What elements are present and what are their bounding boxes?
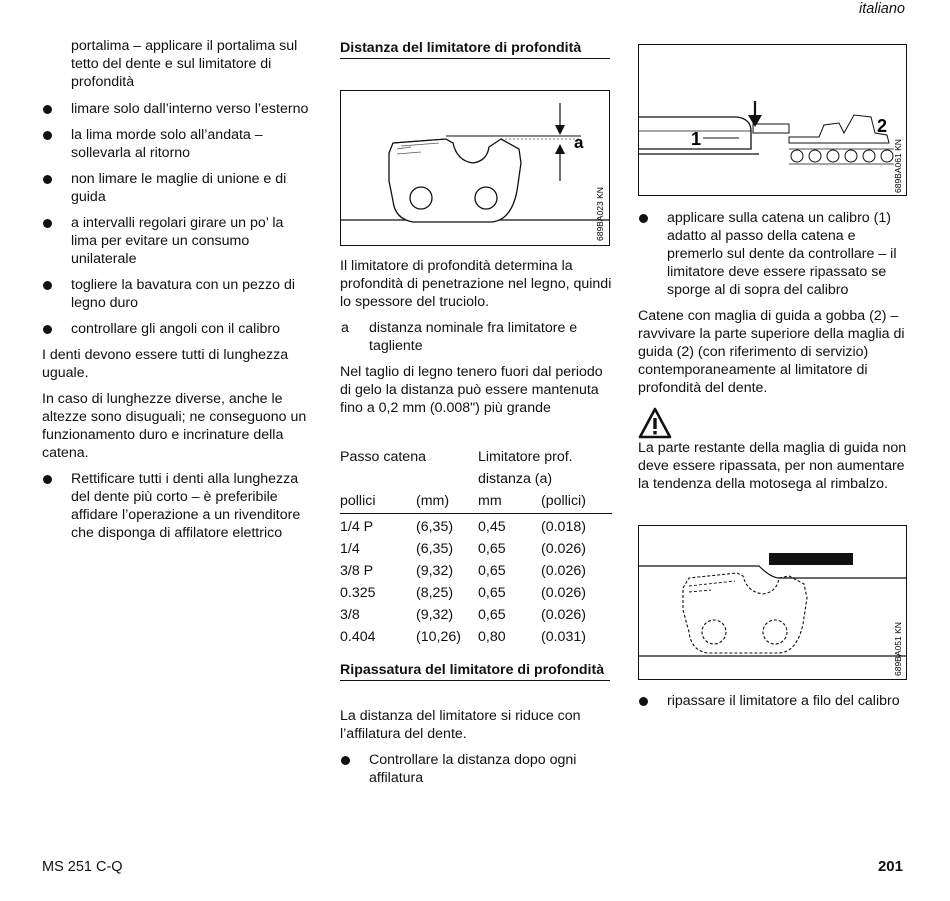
page-number: 201 [877, 858, 903, 875]
list-item: togliere la bavatura con un pezzo di legno duro [42, 276, 312, 312]
figure-code: 689BA051 KN [893, 622, 903, 676]
section-heading: Ripassatura del limitatore di profondità [340, 661, 610, 681]
table-subheader: pollici [340, 492, 416, 514]
list-item: controllare gli angoli con il calibro [42, 320, 312, 338]
table-cell: 0.325 [340, 585, 376, 601]
footer-model: MS 251 C-Q [42, 859, 123, 875]
bullet-icon [43, 131, 52, 140]
section-heading: Distanza del limitatore di profondità [340, 39, 610, 59]
list-item: ripassare il limitatore a filo del calibro [638, 692, 908, 710]
figure-gauge-on-chain [638, 44, 907, 196]
table-subheader: (mm) [416, 492, 478, 514]
table-cell: 0,80 [478, 629, 506, 645]
bullet-icon [43, 175, 52, 184]
table-cell: 3/8 P [340, 563, 374, 579]
table-cell: (9,32) [416, 607, 454, 623]
paragraph: I denti devono essere tutti di lunghezza uguale. [42, 347, 289, 381]
table-row [340, 628, 612, 650]
bullet-icon [43, 281, 52, 290]
paragraph: Il limitatore di profondità determina la profondità di penetrazione nel legno, quindi lo spessore del truciolo. [340, 258, 612, 310]
table-cell: (0.026) [541, 585, 586, 601]
bullet-icon [43, 219, 52, 228]
bullet-icon [43, 105, 52, 114]
callout-label-2: 2 [877, 116, 888, 136]
table-header: distanza (a) [478, 471, 553, 487]
table-cell: 0,65 [478, 585, 506, 601]
filing-gauge-diagram [639, 526, 906, 679]
table-cell: (6,35) [416, 519, 454, 535]
paragraph: Nel taglio di legno tenero fuori dal periodo di gelo la distanza può essere mantenuta fino a 0,2 mm (0.008") più grande [340, 364, 603, 416]
table-cell: (6,35) [416, 541, 454, 557]
legend-item [340, 319, 612, 355]
header-language: italiano [859, 1, 905, 17]
warning-triangle-icon [638, 407, 672, 439]
table-row [340, 606, 612, 628]
list-item: applicare sulla catena un calibro (1) adatto al passo della catena e premerlo sul dente da controllare – il limitatore deve essere ripassato se sporge al di sopra del calibro [638, 209, 908, 299]
list-item: Controllare la distanza dopo ogni affilatura [340, 751, 612, 787]
figure-code: 689BA061 KN [893, 139, 903, 193]
table-cell: (0.031) [541, 629, 586, 645]
table-cell: 0,65 [478, 541, 506, 557]
table-header: Passo catena [340, 449, 426, 465]
table-cell: (0.026) [541, 563, 586, 579]
table-cell: (10,26) [416, 629, 461, 645]
bullet-icon [43, 325, 52, 334]
bullet-icon [341, 756, 350, 765]
table-cell: (8,25) [416, 585, 454, 601]
table-cell: (0.026) [541, 607, 586, 623]
bullet-icon [639, 214, 648, 223]
bullet-icon [43, 475, 52, 484]
paragraph: In caso di lunghezze diverse, anche le altezze sono disuguali; ne conseguono un funzionamento duro e incrinature della catena. [42, 391, 307, 461]
legend-letter: a [341, 320, 349, 336]
table-cell: 0,45 [478, 519, 506, 535]
legend-text: distanza nominale fra limitatore e tagliente [369, 320, 578, 354]
figure-depth-gauge [340, 90, 610, 246]
table-row [340, 514, 612, 541]
table-cell: (9,32) [416, 563, 454, 579]
table-subheader: (pollici) [541, 492, 612, 514]
callout-label-1: 1 [691, 129, 702, 149]
warning-block [638, 405, 908, 439]
bullet-icon [639, 697, 648, 706]
table-header: Limitatore prof. [478, 449, 573, 465]
list-item: a intervalli regolari girare un po’ la lima per evitare un consumo unilaterale [42, 214, 312, 268]
gauge-on-chain-diagram [639, 45, 906, 195]
figure-code: 689BA023 KN [595, 187, 605, 241]
paragraph: Catene con maglia di guida a gobba (2) – ravvivare la parte superiore della maglia di guida (2) (con riferimento di servizio) contemporaneamente al limitatore di profondità del dente. [638, 308, 905, 396]
figure-filing-gauge [638, 525, 907, 680]
list-item: limare solo dall’interno verso l’esterno [42, 100, 312, 118]
spec-table [340, 448, 612, 650]
paragraph: La distanza del limitatore si riduce con l’affilatura del dente. [340, 708, 581, 742]
table-row [340, 584, 612, 606]
table-cell: 1/4 P [340, 519, 374, 535]
table-cell: (0.026) [541, 541, 586, 557]
intro-text: portalima – applicare il portalima sul tetto del dente e sul limitatore di profondità [71, 38, 298, 90]
table-cell: 1/4 [340, 541, 360, 557]
warning-text: La parte restante della maglia di guida non deve essere ripassata, per non aumentare la tendenza della motosega al rimbalzo. [638, 440, 907, 492]
list-item: non limare le maglie di unione e di guida [42, 170, 312, 206]
table-cell: 0,65 [478, 607, 506, 623]
table-subheader: mm [478, 492, 541, 514]
table-cell: 0,65 [478, 563, 506, 579]
bullet-list [42, 100, 312, 550]
table-cell: 3/8 [340, 607, 360, 623]
table-cell: 0.404 [340, 629, 376, 645]
table-row [340, 562, 612, 584]
list-item: Rettificare tutti i denti alla lunghezza del dente più corto – è preferibile affidare l’operazione a un rivenditore che disponga di affilatore elettrico [42, 470, 312, 542]
depth-gauge-diagram [341, 91, 609, 245]
dimension-label-a: a [574, 133, 584, 152]
list-item: la lima morde solo all’andata – sollevarla al ritorno [42, 126, 312, 162]
table-cell: (0.018) [541, 519, 586, 535]
table-row [340, 540, 612, 562]
